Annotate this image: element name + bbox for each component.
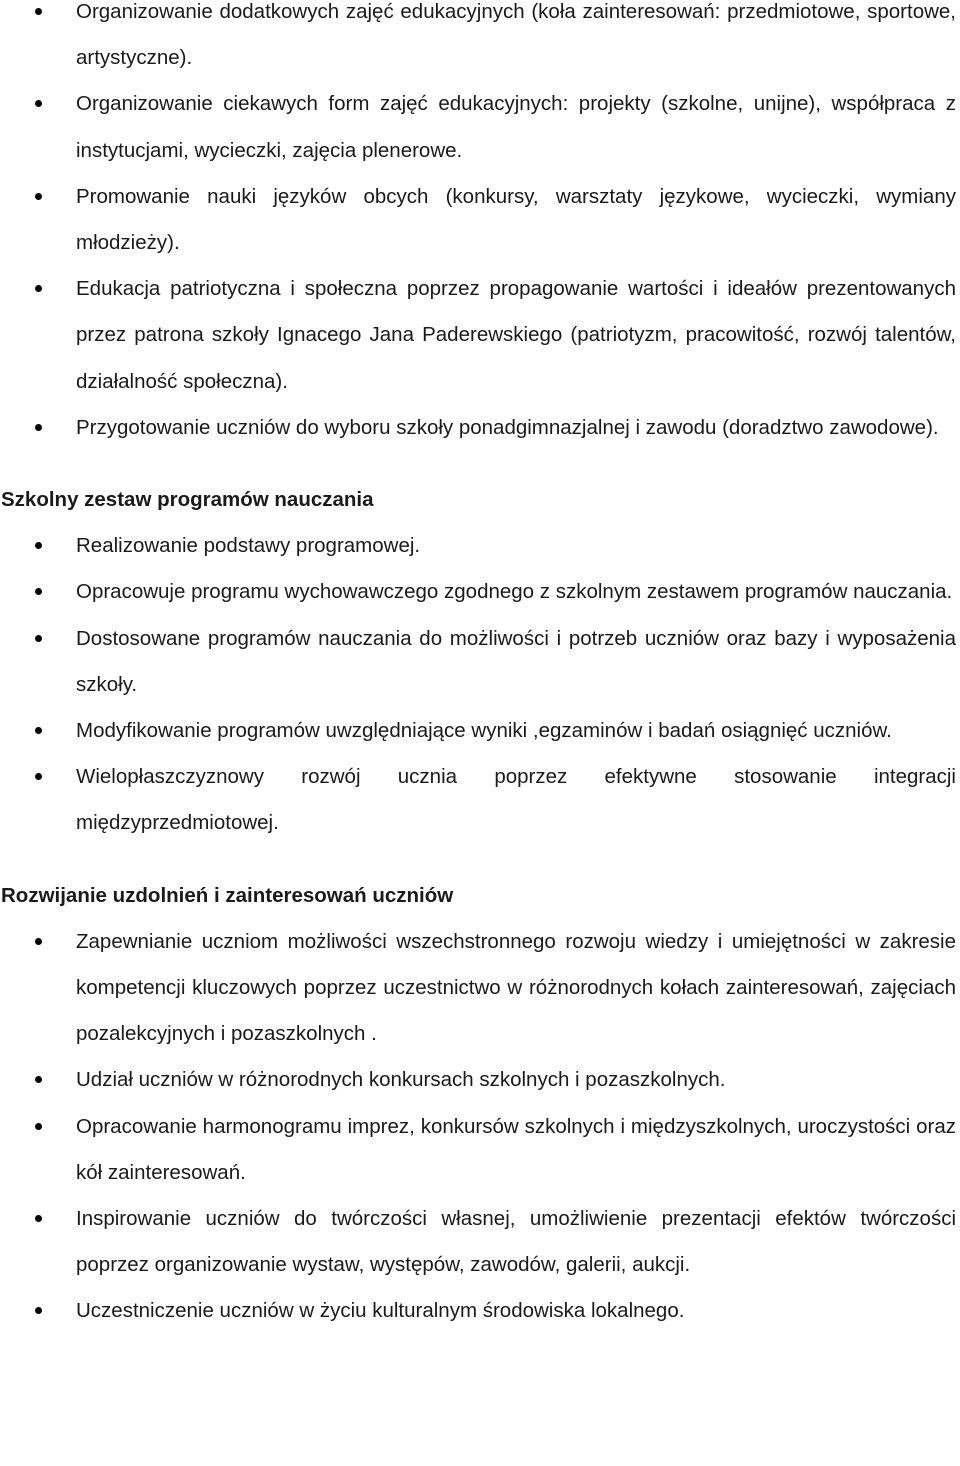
list-item-text: Edukacja patriotyczna i społeczna poprzez propagowanie wartości i ideałów prezentowanych przez patrona szkoły Ignacego Jana Paderewskiego (patriotyzm, pracowitość, rozwój talentów, działalność społeczna). [76, 277, 956, 393]
list-item [0, 1196, 960, 1288]
list-item-text: Udział uczniów w różnorodnych konkursach szkolnych i pozaszkolnych. [76, 1068, 726, 1092]
list-item-text: Uczestniczenie uczniów w życiu kulturalnym środowiska lokalnego. [76, 1299, 685, 1323]
list-item [0, 174, 960, 266]
bullet-icon [35, 100, 42, 107]
bullet-icon [35, 285, 42, 292]
list-item-text: Organizowanie ciekawych form zajęć edukacyjnych: projekty (szkolne, unijne), współpraca z instytucjami, wycieczki, zajęcia plenerowe. [76, 92, 956, 162]
list-item [0, 523, 960, 569]
bullet-icon [35, 542, 42, 549]
list-item [0, 1104, 960, 1196]
list-item [0, 708, 960, 754]
intro-list [0, 0, 960, 451]
bullet-icon [35, 193, 42, 200]
list-item [0, 266, 960, 405]
bullet-icon [35, 8, 42, 15]
list-item [0, 1288, 960, 1334]
programs-list [0, 523, 960, 846]
list-item [0, 0, 960, 81]
spacer [0, 847, 960, 873]
bullet-icon [35, 1307, 42, 1314]
list-item [0, 81, 960, 173]
list-item [0, 919, 960, 1058]
list-item-text: Opracowanie harmonogramu imprez, konkursów szkolnych i międzyszkolnych, uroczystości oraz kół zainteresowań. [76, 1114, 956, 1184]
list-item-text: Zapewnianie uczniom możliwości wszechstronnego rozwoju wiedzy i umiejętności w zakresie kompetencji kluczowych poprzez uczestnictwo w różnorodnych kołach zainteresowań, zajęciach pozalekcyjnych i pozaszkolnych . [76, 929, 956, 1046]
bullet-icon [35, 727, 42, 734]
bullet-icon [35, 635, 42, 642]
list-item-text: Przygotowanie uczniów do wyboru szkoły ponadgimnazjalnej i zawodu (doradztwo zawodowe). [76, 415, 939, 439]
bullet-icon [35, 424, 42, 431]
spacer [0, 451, 960, 477]
list-item-text: Organizowanie dodatkowych zajęć edukacyjnych (koła zainteresowań: przedmiotowe, sportowe, artystyczne). [76, 0, 956, 70]
list-item [0, 754, 960, 846]
list-item-text: Wielopłaszczyznowy rozwój ucznia poprzez efektywne stosowanie integracji międzyprzedmiotowej. [76, 765, 956, 835]
bullet-icon [35, 1076, 42, 1083]
list-item [0, 616, 960, 708]
section-heading-programs: Szkolny zestaw programów nauczania [1, 488, 374, 512]
list-item-text: Realizowanie podstawy programowej. [76, 534, 421, 558]
list-item-text: Inspirowanie uczniów do twórczości własnej, umożliwienie prezentacji efektów twórczości poprzez organizowanie wystaw, występów, zawodów, galerii, aukcji. [76, 1207, 956, 1277]
list-item-text: Promowanie nauki języków obcych (konkursy, warsztaty językowe, wycieczki, wymiany młodzieży). [76, 184, 956, 255]
bullet-icon [35, 1215, 42, 1222]
list-item-text: Dostosowane programów nauczania do możliwości i potrzeb uczniów oraz bazy i wyposażenia szkoły. [76, 626, 956, 696]
bullet-icon [35, 938, 42, 945]
section-heading-talents: Rozwijanie uzdolnień i zainteresowań uczniów [1, 883, 454, 907]
list-item [0, 405, 960, 451]
talents-list [0, 919, 960, 1335]
bullet-icon [35, 773, 42, 780]
list-item [0, 1057, 960, 1103]
bullet-icon [35, 1123, 42, 1130]
list-item-text: Opracowuje programu wychowawczego zgodnego z szkolnym zestawem programów nauczania. [76, 580, 953, 604]
bullet-icon [35, 588, 42, 595]
list-item-text: Modyfikowanie programów uwzględniające wyniki ,egzaminów i badań osiągnięć uczniów. [76, 719, 892, 743]
list-item [0, 569, 960, 615]
